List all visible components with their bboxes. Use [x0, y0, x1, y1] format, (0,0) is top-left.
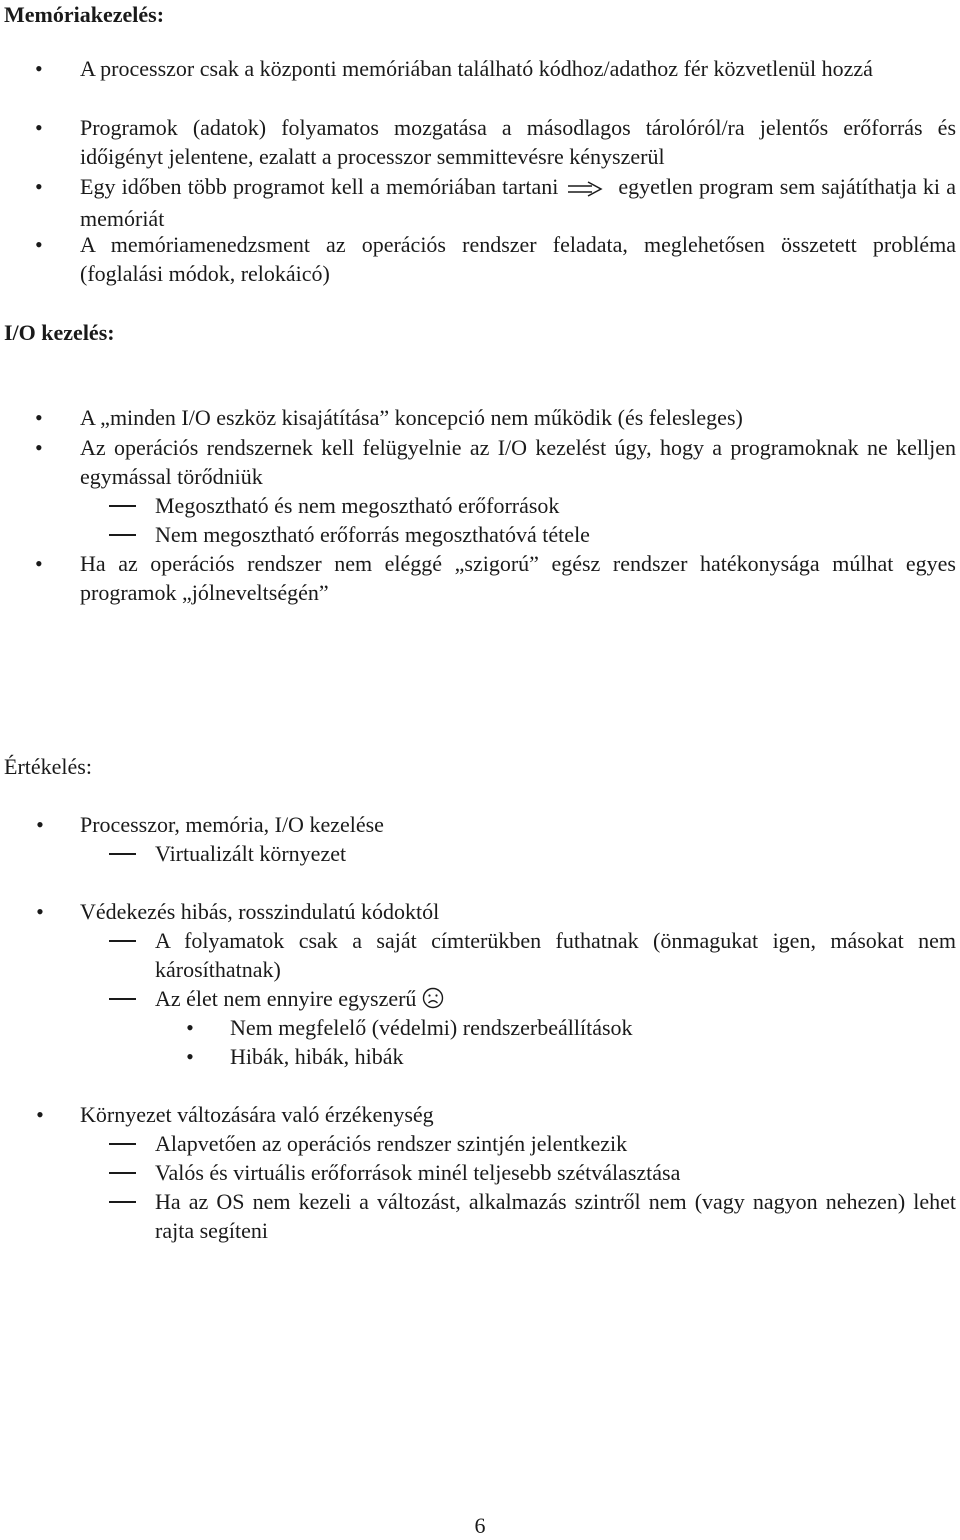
implies-arrow-icon	[568, 175, 604, 204]
list-item-text: Ha az operációs rendszer nem eléggé „szigorú” egész rendszer hatékonysága múlhat egyes programok „jólneveltségén”	[80, 551, 956, 605]
dash-icon	[109, 534, 136, 536]
section-heading-evaluation: Értékelés:	[4, 754, 92, 779]
list-item	[35, 549, 956, 607]
dash-icon	[109, 853, 136, 855]
bullet-icon: •	[35, 115, 43, 140]
sub-sub-list-item-text: Hibák, hibák, hibák	[230, 1044, 404, 1069]
bullet-icon: •	[186, 1044, 194, 1069]
dash-icon	[109, 998, 136, 1000]
sub-list-item-text: Nem megosztható erőforrás megoszthatóvá tétele	[155, 522, 590, 547]
dash-icon	[109, 1143, 136, 1145]
bullet-icon: •	[35, 232, 43, 257]
sub-sub-list-item-text: Nem megfelelő (védelmi) rendszerbeállítások	[230, 1015, 633, 1040]
sub-list-item-text: A folyamatok csak a saját címterükben futhatnak (önmagukat igen, másokat nem károsíthatnak)	[155, 928, 956, 982]
list-item-text: A memóriamenedzsment az operációs rendszer feladata, meglehetősen összetett probléma (foglalási módok, relokáicó)	[80, 232, 956, 286]
list-item-text-before: Egy időben több programot kell a memóriában tartani	[80, 174, 559, 199]
list-item-text: Környezet változására való érzékenység	[80, 1102, 434, 1127]
dash-icon	[109, 1201, 136, 1203]
list-item	[35, 172, 956, 233]
list-item	[35, 230, 956, 288]
bullet-icon: •	[35, 56, 43, 81]
bullet-icon: •	[36, 1102, 44, 1127]
list-item-text-after: egyetlen program sem sajátíthatja ki a memóriát	[80, 174, 956, 231]
list-item-text: Védekezés hibás, rosszindulatú kódoktól	[80, 899, 440, 924]
sub-list-item	[155, 926, 956, 984]
bullet-icon: •	[35, 435, 43, 460]
bullet-icon: •	[36, 812, 44, 837]
sub-list-item	[155, 1158, 956, 1187]
list-item	[36, 1100, 956, 1129]
sub-sub-list-item	[186, 1042, 956, 1071]
sub-list-item-text: Az élet nem ennyire egyszerű	[155, 986, 417, 1011]
bullet-icon: •	[35, 174, 43, 199]
bullet-icon: •	[186, 1015, 194, 1040]
list-item-text: Processzor, memória, I/O kezelése	[80, 812, 384, 837]
dash-icon	[109, 505, 136, 507]
sub-list-item-text: Alapvetően az operációs rendszer szintjén jelentkezik	[155, 1131, 628, 1156]
bullet-icon: •	[35, 405, 43, 430]
list-item	[36, 897, 956, 926]
bullet-icon: •	[35, 551, 43, 576]
dash-icon	[109, 1172, 136, 1174]
page-number: 6	[474, 1513, 486, 1538]
list-item	[35, 403, 956, 432]
sub-list-item	[155, 1187, 956, 1245]
list-item-text: Programok (adatok) folyamatos mozgatása a másodlagos tárolóról/ra jelentős erőforrás és időigényt jelentene, ezalatt a processzor semmittevésre kényszerül	[80, 115, 956, 169]
dash-icon	[109, 940, 136, 942]
sub-sub-list-item	[186, 1013, 956, 1042]
list-item-text: Az operációs rendszernek kell felügyelnie az I/O kezelést úgy, hogy a programoknak ne kelljen egymással törődniük	[80, 435, 956, 489]
section-heading-io: I/O kezelés:	[4, 320, 115, 345]
list-item-text: A processzor csak a központi memóriában található kódhoz/adathoz fér közvetlenül hozzá	[80, 56, 873, 81]
sub-list-item	[155, 984, 956, 1016]
sub-list-item-text: Valós és virtuális erőforrások minél teljesebb szétválasztása	[155, 1160, 681, 1185]
list-item	[35, 113, 956, 171]
list-item	[36, 810, 956, 839]
frowning-face-icon	[422, 987, 444, 1016]
list-item-text: A „minden I/O eszköz kisajátítása” koncepció nem működik (és felesleges)	[80, 405, 743, 430]
section-heading-memory: Memóriakezelés:	[4, 2, 165, 27]
bullet-icon: •	[36, 899, 44, 924]
list-item	[35, 54, 956, 83]
sub-list-item-text: Virtualizált környezet	[155, 841, 347, 866]
sub-list-item-text: Ha az OS nem kezeli a változást, alkalmazás szintről nem (vagy nagyon nehezen) lehet rajta segíteni	[155, 1189, 956, 1243]
sub-list-item	[155, 839, 956, 868]
sub-list-item	[155, 1129, 956, 1158]
sub-list-item	[155, 520, 956, 549]
sub-list-item	[155, 491, 956, 520]
list-item	[35, 433, 956, 491]
sub-list-item-text: Megosztható és nem megosztható erőforrások	[155, 493, 560, 518]
